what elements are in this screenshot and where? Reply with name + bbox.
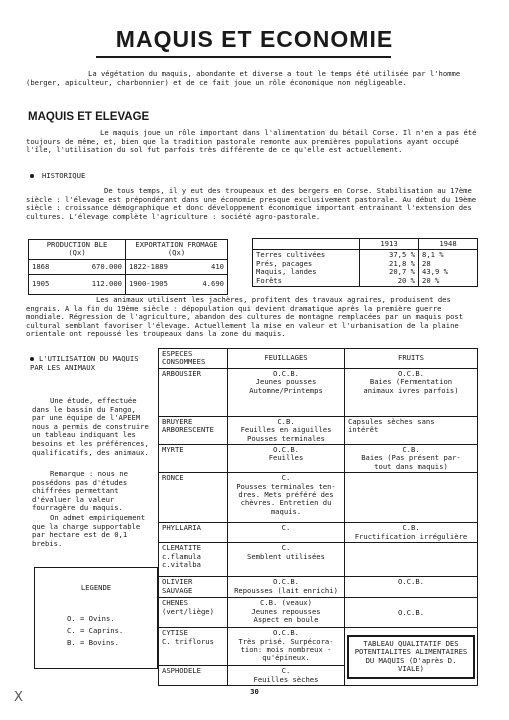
table-row: CYTISE C. triflorus O.C.B. Très prisé. Surpécora- tion: mois nombreux - qu'épineux. TABLEAU QUALITATIF DES POTENTIALITES ALIMENTAIRES DU MAQUIS (D'après D. VIALE) xyxy=(159,628,478,666)
page-title xyxy=(0,26,509,53)
legend-box xyxy=(34,567,158,669)
table-row: 1868 670.000 1822-1889 410 xyxy=(29,259,228,274)
production-header: PRODUCTION BLE (Qx) xyxy=(29,240,126,260)
bullet-icon xyxy=(30,357,34,361)
utilisation-paragraph-2: Remarque : nous ne possédons pas d'études chiffrées permettant d'évaluer la valeur fourragère du maquis. xyxy=(32,469,128,513)
production-table xyxy=(28,239,228,295)
legend-item: B. = Bovins. xyxy=(67,637,119,647)
section-paragraph: Le maquis joue un rôle important dans l'alimentation du bétail Corse. Il n'en a pas été toujours de même, et, bien que la tradition pastorale remonte aux premières populations ayant occupé l'île, l'utilisation du sol fut parfois très différente de ce qu'elle est actuellement. xyxy=(26,128,477,155)
land-use-table xyxy=(252,238,478,287)
year-1913: 1913 xyxy=(360,239,419,250)
margin-mark: X xyxy=(14,690,23,705)
title-underline xyxy=(96,56,391,58)
land-labels: Terres cultivées Prés, pacages Maquis, landes Forêts xyxy=(253,250,360,287)
table-row: BRUYERE ARBORESCENTE C.B. Feuilles en aiguilles Pousses terminales Capsules sèches sans intérêt xyxy=(159,416,478,444)
table-row: PHYLLARIA C. C.B. Fructification irrégulière xyxy=(159,523,478,543)
utilisation-paragraph-1: Une étude, effectuée dans le bassin du Fango, par une équipe de l'APEEM nous a permis de construire un tableau indiquant les besoins et les préférences, qualificatifs, des animaux. xyxy=(32,396,149,457)
intro-paragraph: La végétation du maquis, abondante et diverse a tout le temps été utilisée par l'homme (berger, apiculteur, charbonnier) et de ce fait joue un rôle économique non négligeable. xyxy=(26,69,461,87)
year-1948: 1948 xyxy=(419,239,478,250)
table-row: OLIVIER SAUVAGE O.C.B. Repousses (lait enrichi) O.C.B. xyxy=(159,577,478,598)
table-row: CHENES (vert/liège) C.B. (veaux) Jeunes repousses Aspect en boule O.C.B. xyxy=(159,598,478,628)
utilisation-paragraph-3: On admet empiriquement que la charge supportable par hectare est de 0,1 brebis. xyxy=(32,513,146,548)
table-row: CLEMATITE c.flamula c.vitalba C. Semblent utilisées xyxy=(159,543,478,577)
table-row: ARBOUSIER O.C.B. Jeunes pousses Automne/Printemps O.C.B. Baies (Fermentation animaux ivres parfois) xyxy=(159,368,478,416)
table-row: 1905 112.000 1900-1905 4.690 xyxy=(29,275,228,294)
bullet-icon xyxy=(30,174,34,178)
section-title-text: MAQUIS ET ELEVAGE xyxy=(28,111,150,123)
utilisation-heading: L'UTILISATION DU MAQUIS PAR LES ANIMAUX xyxy=(30,354,139,372)
table-caption-box: TABLEAU QUALITATIF DES POTENTIALITES ALIMENTAIRES DU MAQUIS (D'après D. VIALE) xyxy=(347,635,475,679)
species-table xyxy=(158,348,478,686)
jacheres-paragraph: Les animaux utilisent les jachères, profitent des travaux agraires, produisent des engrais. A la fin du 19ème siècle : dépopulation qui devient dramatique après la première guerre mondiale. Régression de l'agriculture, abandon des cultures de montagne remplacées par un maquis post cultural semblant favoriser l'élevage. Actuellement la mise en valeur et l'urbanisation de la plaine orientale ont repoussé les troupeaux dans la zone du maquis. xyxy=(26,295,464,339)
section-title xyxy=(28,111,149,123)
historique-heading: HISTORIQUE xyxy=(30,172,85,181)
historique-paragraph: De tous temps, il y eut des troupeaux et des bergers en Corse. Stabilisation au 17ème siècle : l'élevage est prépondérant dans une économie presque exclusivement pastorale. Au début du 19ème siècle : croissance démographique et donc développement économique important entrainant l'extension des cultures. L'élevage complète l'agriculture : société agro-pastorale. xyxy=(26,186,477,221)
land-values-1913: 37,5 % 21,8 % 20,7 % 20 % xyxy=(360,250,419,287)
table-row: MYRTE O.C.B. Feuilles C.B. Baies (Pas présent par- tout dans maquis) xyxy=(159,445,478,473)
export-header: EXPORTATION FROMAGE (Qx) xyxy=(126,240,228,260)
page-number: 30 xyxy=(250,687,259,696)
legend-title: LEGENDE xyxy=(80,583,112,592)
table-row: RONCE C. Pousses terminales ten- dres. Mets préféré des chèvres. Entretien du maquis. xyxy=(159,473,478,523)
legend-item: O. = Ovins. xyxy=(67,613,115,623)
legend-item: C. = Caprins. xyxy=(67,625,124,635)
species-table-header: ESPECES CONSOMMEES FEUILLAGES FRUITS xyxy=(159,349,478,369)
table-row: ASPHODELE C. Feuilles sèches xyxy=(159,666,478,686)
page-title-text: MAQUIS ET ECONOMIE xyxy=(115,26,394,52)
land-values-1948: 8,1 % 28 43,9 % 20 % xyxy=(419,250,478,287)
